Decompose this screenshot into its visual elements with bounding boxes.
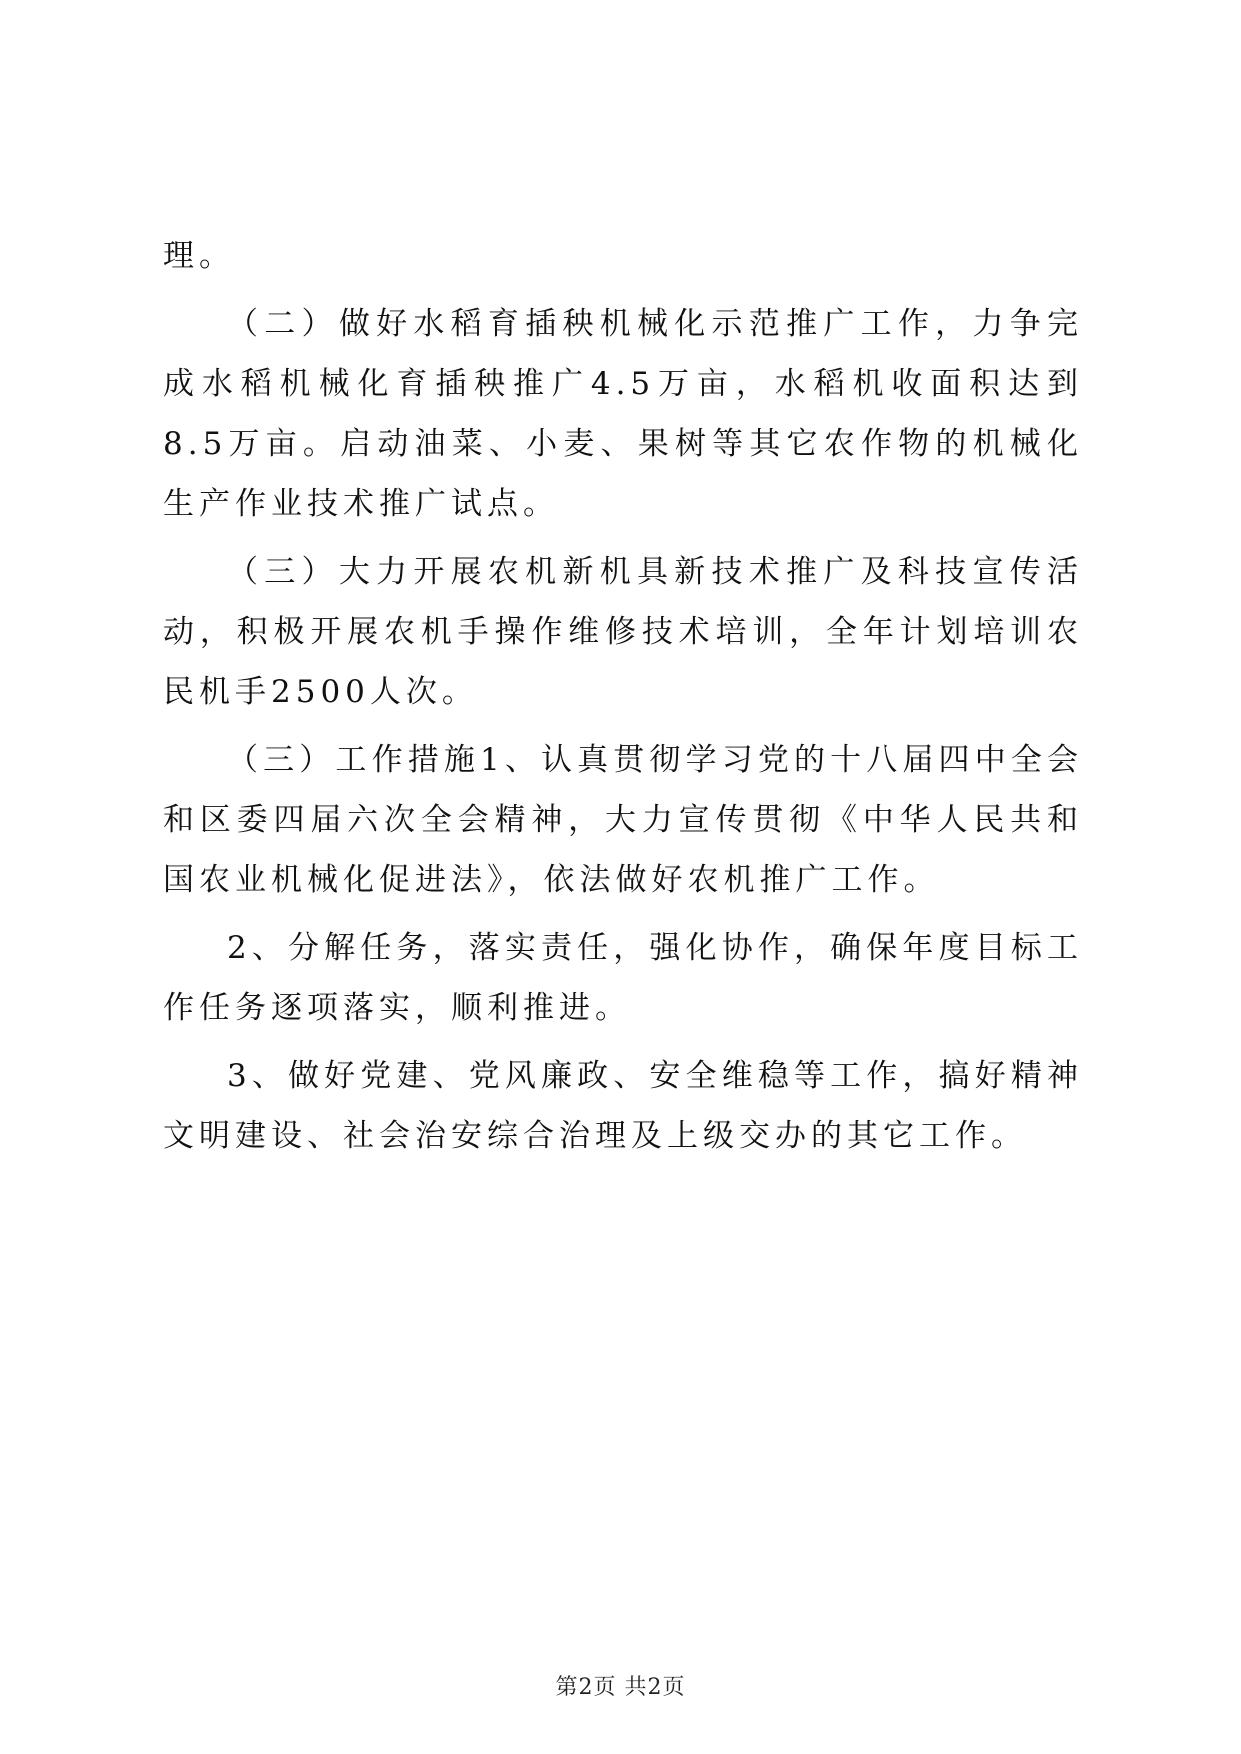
page-number: 第2页 共2页: [555, 1675, 686, 1700]
paragraph-training: （三）大力开展农机新机具新技术推广及科技宣传活动，积极开展农机手操作维修技术培训，全年计划培训农民机手2500人次。: [163, 554, 1083, 710]
paragraph-work-measures: （三）工作措施1、认真贯彻学习党的十八届四中全会和区委四届六次全会精神，大力宣传贯彻《中华人民共和国农业机械化促进法》，依法做好农机推广工作。: [163, 742, 1083, 898]
document-body: [163, 226, 1083, 1174]
paragraph-continuation: 理。: [163, 238, 235, 274]
paragraph-rice-mechanization: （二）做好水稻育插秧机械化示范推广工作，力争完成水稻机械化育插秧推广4.5万亩，水稻机收面积达到8.5万亩。启动油菜、小麦、果树等其它农作物的机械化生产作业技术推广试点。: [163, 306, 1083, 522]
paragraph-task-breakdown: 2、分解任务，落实责任，强化协作，确保年度目标工作任务逐项落实，顺利推进。: [163, 930, 1083, 1026]
page-footer: [0, 1670, 1241, 1701]
paragraph-party-building: 3、做好党建、党风廉政、安全维稳等工作，搞好精神文明建设、社会治安综合治理及上级交办的其它工作。: [163, 1058, 1083, 1154]
